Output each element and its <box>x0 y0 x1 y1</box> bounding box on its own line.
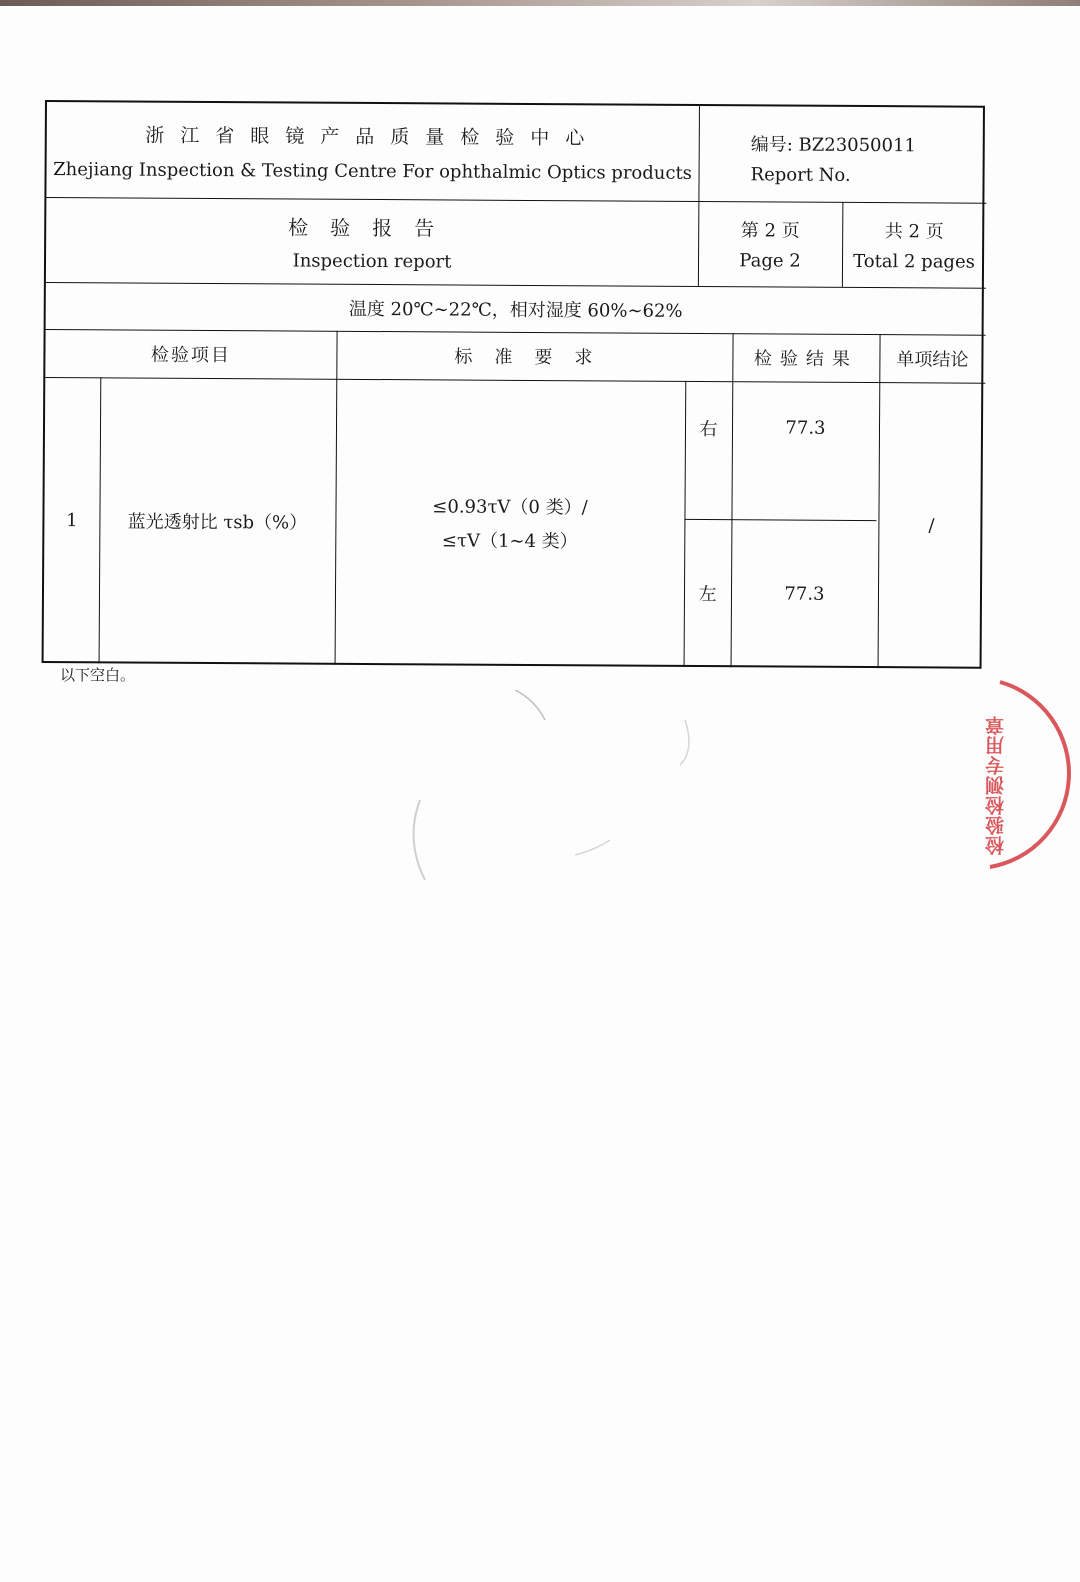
column-header-result <box>732 333 879 382</box>
column-header-item <box>45 329 336 379</box>
left-eye-label: 左 <box>698 584 717 606</box>
column-header-result-label: 检验结果 <box>753 348 858 370</box>
report-no-label-en: Report No. <box>750 164 851 186</box>
left-eye-label-cell <box>684 519 732 667</box>
report-no-line <box>751 130 987 157</box>
row-index-cell <box>44 377 101 663</box>
report-no-cell <box>698 106 987 203</box>
title-cell <box>46 197 699 286</box>
row-item: 蓝光透射比 τsb（%） <box>127 511 308 534</box>
row-standard-line1: ≤0.93τV（0 类）/ <box>432 496 588 519</box>
column-header-standard-label: 标准要求 <box>454 346 615 369</box>
seal-text: 检验检测专用章 <box>985 715 1007 855</box>
report-no-value: BZ23050011 <box>798 134 916 157</box>
column-header-conclusion-label: 单项结论 <box>896 349 969 371</box>
org-name-en: Zhejiang Inspection & Testing Centre For ophthalmic Optics products <box>53 158 693 184</box>
report-no-label-cn: 编号: <box>750 134 793 156</box>
footnote-blank-below: 以下空白。 <box>60 666 136 684</box>
row-conclusion: / <box>928 514 935 536</box>
column-header-item-label: 检验项目 <box>150 344 232 367</box>
right-eye-label: 右 <box>699 418 718 440</box>
paper-smudge <box>395 690 715 890</box>
row-standard-line2: ≤τV（1~4 类） <box>441 530 578 553</box>
inspection-report-table <box>42 100 985 669</box>
left-eye-value-cell <box>731 519 879 668</box>
row-index: 1 <box>66 509 78 531</box>
column-header-conclusion <box>879 334 985 383</box>
row-item-cell <box>99 377 337 664</box>
row-conclusion-cell <box>878 382 986 669</box>
right-eye-label-cell <box>684 381 732 519</box>
org-name-cn: 浙江省眼镜产品质量检验中心 <box>145 124 601 149</box>
page-number-cn: 第 2 页 <box>740 220 800 242</box>
total-pages-en: Total 2 pages <box>853 250 975 273</box>
right-eye-value-cell <box>731 381 879 520</box>
page-number-cell <box>698 201 843 287</box>
test-conditions: 温度 20℃~22℃，相对湿度 60%~62% <box>348 298 683 322</box>
report-title-en: Inspection report <box>292 250 452 272</box>
row-standard-cell <box>335 379 686 667</box>
official-seal-stamp <box>955 672 1080 872</box>
conditions-cell <box>46 282 986 335</box>
org-cell <box>46 102 699 201</box>
paper-edge <box>0 0 1080 6</box>
total-pages-cell <box>842 202 987 288</box>
column-header-standard <box>336 331 732 381</box>
report-title-cn: 检验报告 <box>288 214 457 241</box>
total-pages-cn: 共 2 页 <box>884 221 944 243</box>
right-eye-value: 77.3 <box>785 417 826 439</box>
page-number-en: Page 2 <box>739 250 801 272</box>
left-eye-value: 77.3 <box>784 583 825 605</box>
